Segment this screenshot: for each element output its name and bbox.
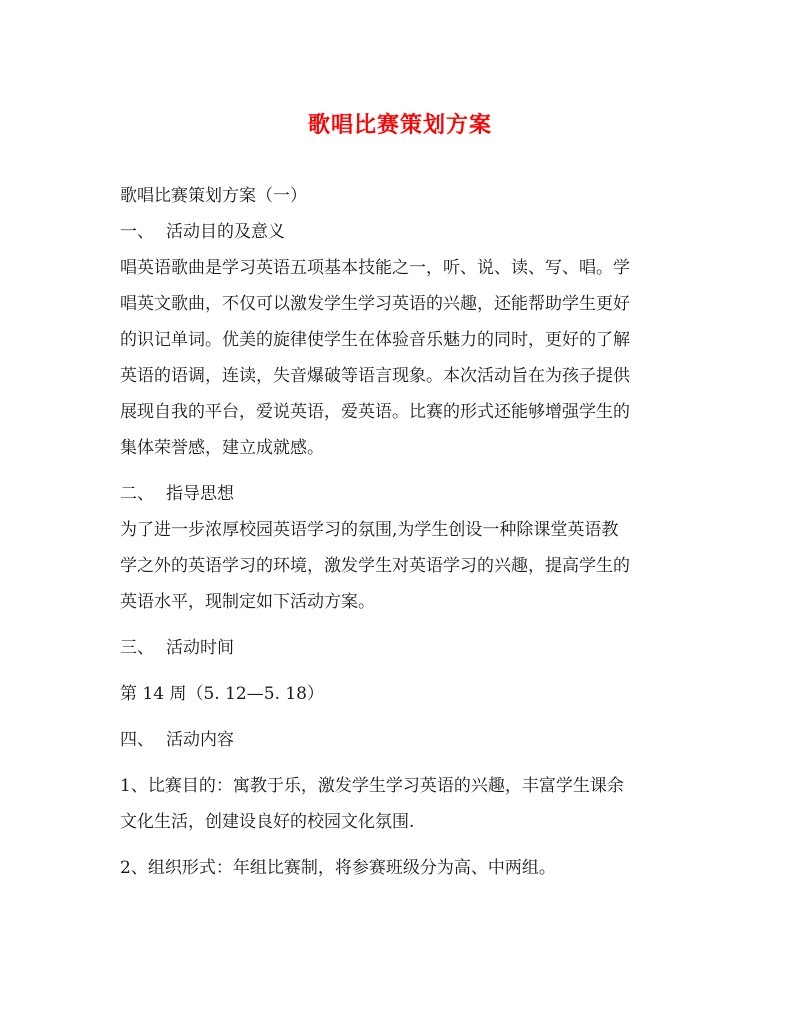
paragraph-line: 集体荣誉感，建立成就感。: [120, 438, 324, 458]
section-title: 活动时间: [166, 638, 234, 658]
content-item-1-line: 1、比赛目的：寓教于乐，激发学生学习英语的兴趣，丰富学生课余: [120, 776, 624, 796]
paragraph-line: 为了进一步浓厚校园英语学习的氛围,为学生创设一种除课堂英语教: [120, 520, 619, 540]
paragraph-line: 英语水平，现制定如下活动方案。: [120, 592, 375, 612]
section-number: 四、: [120, 730, 154, 750]
document-body: [120, 178, 680, 886]
paragraph-line: 的识记单词。优美的旋律使学生在体验音乐魅力的同时，更好的了解: [120, 330, 630, 350]
section-number: 三、: [120, 638, 154, 658]
document-title: 歌唱比赛策划方案: [307, 112, 492, 138]
section-heading-3: [120, 630, 680, 666]
section-title: 指导思想: [166, 484, 234, 504]
section-number: 一、: [120, 222, 154, 242]
content-item-1-line: 文化生活，创建设良好的校园文化氛围.: [120, 812, 415, 832]
paragraph-line: 展现自我的平台，爱说英语，爱英语。比赛的形式还能够增强学生的: [120, 402, 630, 422]
paragraph-line: 学之外的英语学习的环境，激发学生对英语学习的兴趣，提高学生的: [120, 556, 630, 576]
section-title: 活动内容: [166, 730, 234, 750]
activity-time: 第 14 周（5. 12—5. 18）: [120, 684, 324, 704]
paragraph-line: 唱英文歌曲，不仅可以激发学生学习英语的兴趣，还能帮助学生更好: [120, 294, 630, 314]
plan-subtitle: 歌唱比赛策划方案（一）: [120, 186, 307, 206]
paragraph-line: 英语的语调，连读，失音爆破等语言现象。本次活动旨在为孩子提供: [120, 366, 630, 386]
paragraph-line: 唱英语歌曲是学习英语五项基本技能之一，听、说、读、写、唱。学: [120, 258, 630, 278]
section-heading-1: [120, 214, 680, 250]
section-heading-4: [120, 722, 680, 758]
content-item-2: 2、组织形式：年组比赛制，将参赛班级分为高、中两组。: [120, 858, 556, 878]
section-heading-2: [120, 476, 680, 512]
section-number: 二、: [120, 484, 154, 504]
section-title: 活动目的及意义: [166, 222, 285, 242]
